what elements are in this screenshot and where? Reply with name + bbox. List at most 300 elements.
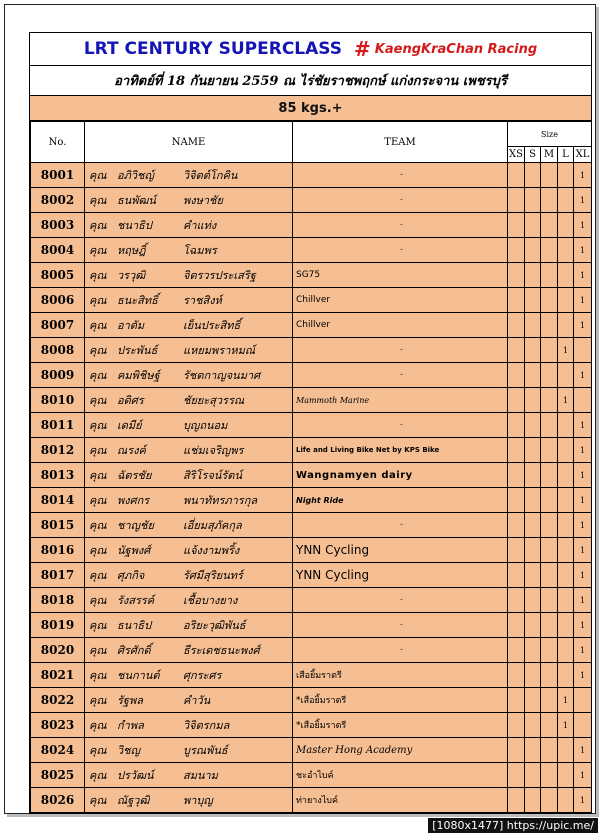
rider-number: 8003 <box>31 213 85 238</box>
rider-first-name: คมพิชิษฐ์ <box>117 369 160 382</box>
size-cell-xl: 1 <box>574 763 592 788</box>
rider-honorific: คุณ <box>89 794 107 807</box>
rider-honorific: คุณ <box>89 544 107 557</box>
rider-team: - <box>293 413 508 438</box>
rider-first-name: ชนกานต์ <box>117 669 160 682</box>
size-cell-xs <box>508 588 525 613</box>
rider-name <box>85 238 293 263</box>
rider-first-name: ฉัตรชัย <box>117 469 152 482</box>
table-row <box>31 488 592 513</box>
rider-last-name: ชัยยะสุวรรณ <box>183 394 245 407</box>
rider-team: Mammoth Marine <box>293 388 508 413</box>
size-cell-m <box>541 313 558 338</box>
rider-number: 8006 <box>31 288 85 313</box>
rider-first-name: ธนาธิป <box>117 619 152 632</box>
rider-first-name: วรวุฒิ <box>117 269 146 282</box>
size-cell-l <box>558 613 574 638</box>
rider-last-name: บุญถนอม <box>183 419 228 432</box>
table-row <box>31 663 592 688</box>
size-cell-m <box>541 163 558 188</box>
rider-name <box>85 388 293 413</box>
size-cell-m <box>541 663 558 688</box>
rider-number: 8026 <box>31 788 85 813</box>
table-row <box>31 463 592 488</box>
size-cell-xs <box>508 738 525 763</box>
rider-number: 8021 <box>31 663 85 688</box>
rider-first-name: เดมีย์ <box>117 419 142 432</box>
size-cell-xl <box>574 388 592 413</box>
rider-honorific: คุณ <box>89 644 107 657</box>
table-row <box>31 338 592 363</box>
rider-team: - <box>293 338 508 363</box>
table-row <box>31 288 592 313</box>
rider-number: 8016 <box>31 538 85 563</box>
size-cell-xs <box>508 263 525 288</box>
rider-honorific: คุณ <box>89 394 107 407</box>
size-cell-xl: 1 <box>574 563 592 588</box>
size-cell-l <box>558 763 574 788</box>
rider-team: Night Ride <box>293 488 508 513</box>
rider-number: 8024 <box>31 738 85 763</box>
rider-first-name: ปรวัฒน์ <box>117 769 154 782</box>
rider-name <box>85 263 293 288</box>
size-cell-m <box>541 388 558 413</box>
size-cell-l <box>558 163 574 188</box>
size-cell-xs <box>508 513 525 538</box>
size-cell-xs <box>508 613 525 638</box>
size-cell-m <box>541 363 558 388</box>
rider-first-name: ชาญชัย <box>117 519 154 532</box>
rider-first-name: ประพันธ์ <box>117 344 158 357</box>
rider-last-name: คำแท่ง <box>183 219 217 232</box>
rider-last-name: เย็นประสิทธิ์ <box>183 319 241 332</box>
rider-name <box>85 363 293 388</box>
size-cell-m <box>541 688 558 713</box>
rider-first-name: กำพล <box>117 719 144 732</box>
rider-honorific: คุณ <box>89 344 107 357</box>
rider-name <box>85 213 293 238</box>
rider-name <box>85 488 293 513</box>
size-cell-s <box>525 438 541 463</box>
size-s-header: S <box>525 147 541 163</box>
rider-team: - <box>293 213 508 238</box>
rider-name <box>85 788 293 813</box>
size-cell-xs <box>508 188 525 213</box>
table-row <box>31 413 592 438</box>
rider-honorific: คุณ <box>89 594 107 607</box>
size-cell-s <box>525 463 541 488</box>
rider-number: 8014 <box>31 488 85 513</box>
rider-number: 8005 <box>31 263 85 288</box>
rider-name <box>85 288 293 313</box>
size-cell-xl: 1 <box>574 538 592 563</box>
rider-honorific: คุณ <box>89 769 107 782</box>
size-cell-l <box>558 263 574 288</box>
event-title-row <box>30 33 591 66</box>
rider-team: Chillver <box>293 288 508 313</box>
rider-last-name: รัศมีสุริยนทร์ <box>183 569 243 582</box>
table-row <box>31 763 592 788</box>
rider-number: 8020 <box>31 638 85 663</box>
rider-team: Life and Living Bike Net by KPS Bike <box>293 438 508 463</box>
size-cell-xs <box>508 288 525 313</box>
size-cell-l: 1 <box>558 388 574 413</box>
rider-first-name: นัฐพงศ์ <box>117 544 151 557</box>
size-cell-xl: 1 <box>574 588 592 613</box>
size-cell-l <box>558 663 574 688</box>
size-cell-xs <box>508 363 525 388</box>
rider-honorific: คุณ <box>89 169 107 182</box>
rider-name <box>85 638 293 663</box>
rider-last-name: เชื้อบางยาง <box>183 594 238 607</box>
table-row <box>31 213 592 238</box>
rider-honorific: คุณ <box>89 219 107 232</box>
col-size-header: Size <box>508 122 592 147</box>
col-team-header: TEAM <box>293 122 508 163</box>
rider-name <box>85 463 293 488</box>
size-cell-m <box>541 513 558 538</box>
size-cell-m <box>541 563 558 588</box>
rider-last-name: สิริโรจน์รัตน์ <box>183 469 242 482</box>
size-cell-xs <box>508 563 525 588</box>
category-banner: 85 kgs.+ <box>30 96 591 121</box>
rider-name <box>85 163 293 188</box>
rider-honorific: คุณ <box>89 194 107 207</box>
table-row <box>31 313 592 338</box>
size-cell-l <box>558 313 574 338</box>
size-cell-s <box>525 513 541 538</box>
rider-team: SG75 <box>293 263 508 288</box>
size-cell-xl: 1 <box>574 213 592 238</box>
size-cell-xs <box>508 338 525 363</box>
rider-first-name: ชนาธิป <box>117 219 152 232</box>
size-cell-m <box>541 788 558 813</box>
size-cell-l <box>558 513 574 538</box>
size-cell-s <box>525 363 541 388</box>
size-xl-header: XL <box>574 147 592 163</box>
registration-sheet <box>29 32 592 814</box>
size-cell-s <box>525 313 541 338</box>
size-cell-xl: 1 <box>574 738 592 763</box>
rider-name <box>85 438 293 463</box>
size-cell-s <box>525 188 541 213</box>
rider-team: Chillver <box>293 313 508 338</box>
size-cell-xs <box>508 463 525 488</box>
size-cell-xs <box>508 238 525 263</box>
table-row <box>31 638 592 663</box>
size-cell-xl <box>574 688 592 713</box>
size-cell-l <box>558 463 574 488</box>
rider-number: 8004 <box>31 238 85 263</box>
size-cell-m <box>541 438 558 463</box>
rider-first-name: ธนพัฒน์ <box>117 194 156 207</box>
rider-last-name: โฉมพร <box>183 244 217 257</box>
size-cell-l <box>558 588 574 613</box>
rider-number: 8009 <box>31 363 85 388</box>
rider-first-name: ณรงค์ <box>117 444 146 457</box>
rider-last-name: บูรณพันธ์ <box>183 744 228 757</box>
rider-team: เสือยิ้มราตรี <box>293 663 508 688</box>
size-cell-l <box>558 413 574 438</box>
size-cell-s <box>525 388 541 413</box>
size-cell-l <box>558 188 574 213</box>
rider-team: - <box>293 238 508 263</box>
rider-team: *เสือยิ้มราตรี <box>293 713 508 738</box>
rider-number: 8017 <box>31 563 85 588</box>
size-cell-xl: 1 <box>574 463 592 488</box>
size-cell-xs <box>508 438 525 463</box>
rider-last-name: แจ้งงามพริ้ง <box>183 544 240 557</box>
document-frame <box>4 4 596 814</box>
rider-last-name: รัชตกาญจนมาศ <box>183 369 261 382</box>
rider-last-name: พงษาชัย <box>183 194 223 207</box>
size-cell-l: 1 <box>558 338 574 363</box>
rider-first-name: พงศกร <box>117 494 150 507</box>
size-cell-l <box>558 538 574 563</box>
size-cell-m <box>541 188 558 213</box>
size-cell-xl: 1 <box>574 413 592 438</box>
rider-number: 8008 <box>31 338 85 363</box>
rider-team: - <box>293 163 508 188</box>
table-row <box>31 438 592 463</box>
table-row <box>31 188 592 213</box>
size-cell-s <box>525 613 541 638</box>
rider-number: 8013 <box>31 463 85 488</box>
rider-first-name: ศุภกิจ <box>117 569 145 582</box>
size-cell-m <box>541 763 558 788</box>
rider-last-name: จิตรวรประเสริฐ <box>183 269 256 282</box>
size-cell-s <box>525 738 541 763</box>
rider-honorific: คุณ <box>89 494 107 507</box>
size-cell-xs <box>508 713 525 738</box>
table-row <box>31 363 592 388</box>
rider-name <box>85 338 293 363</box>
rider-honorific: คุณ <box>89 444 107 457</box>
table-row <box>31 613 592 638</box>
rider-team: - <box>293 613 508 638</box>
size-cell-l <box>558 488 574 513</box>
rider-last-name: ศุกระศร <box>183 669 222 682</box>
rider-name <box>85 688 293 713</box>
rider-team: ชะอำไบค์ <box>293 763 508 788</box>
rider-number: 8007 <box>31 313 85 338</box>
rider-last-name: สมนาม <box>183 769 218 782</box>
size-cell-xl: 1 <box>574 788 592 813</box>
size-cell-xs <box>508 688 525 713</box>
rider-name <box>85 613 293 638</box>
size-cell-m <box>541 613 558 638</box>
size-cell-l <box>558 238 574 263</box>
rider-last-name: วิจิตต์โกคิน <box>183 169 238 182</box>
size-cell-s <box>525 638 541 663</box>
event-date-location: อาทิตย์ที่ 18 กันยายน 2559 ณ ไร่ชัยราชพฤกษ์ แก่งกระจาน เพชรบุรี <box>30 66 591 96</box>
size-cell-s <box>525 788 541 813</box>
rider-honorific: คุณ <box>89 694 107 707</box>
hash-mark: # <box>354 37 371 61</box>
rider-name <box>85 563 293 588</box>
rider-first-name: อดิศร <box>117 394 144 407</box>
rider-number: 8023 <box>31 713 85 738</box>
size-cell-m <box>541 288 558 313</box>
size-cell-l <box>558 638 574 663</box>
size-cell-l <box>558 788 574 813</box>
rider-team: - <box>293 513 508 538</box>
size-cell-l <box>558 288 574 313</box>
size-cell-m <box>541 413 558 438</box>
size-cell-xl: 1 <box>574 513 592 538</box>
size-cell-s <box>525 338 541 363</box>
size-cell-s <box>525 238 541 263</box>
table-row <box>31 563 592 588</box>
rider-honorific: คุณ <box>89 719 107 732</box>
size-cell-s <box>525 688 541 713</box>
size-cell-s <box>525 563 541 588</box>
table-row <box>31 588 592 613</box>
size-cell-l <box>558 213 574 238</box>
rider-first-name: อาตัม <box>117 319 145 332</box>
rider-first-name: วิชญ <box>117 744 141 757</box>
rider-last-name: แหยมพราหมณ์ <box>183 344 256 357</box>
size-cell-xs <box>508 213 525 238</box>
size-xs-header: XS <box>508 147 525 163</box>
size-cell-xs <box>508 313 525 338</box>
rider-number: 8001 <box>31 163 85 188</box>
size-cell-m <box>541 538 558 563</box>
rider-name <box>85 763 293 788</box>
rider-team: - <box>293 188 508 213</box>
rider-first-name: ธนะสิทธิ์ <box>117 294 158 307</box>
rider-honorific: คุณ <box>89 319 107 332</box>
size-cell-xl <box>574 713 592 738</box>
col-name-header: NAME <box>85 122 293 163</box>
size-cell-xs <box>508 788 525 813</box>
rider-last-name: คำวัน <box>183 694 211 707</box>
size-cell-s <box>525 488 541 513</box>
size-cell-xl: 1 <box>574 313 592 338</box>
rider-honorific: คุณ <box>89 244 107 257</box>
rider-first-name: อภิวิชญ์ <box>117 169 154 182</box>
rider-name <box>85 313 293 338</box>
size-cell-m <box>541 588 558 613</box>
size-cell-l: 1 <box>558 688 574 713</box>
size-cell-s <box>525 163 541 188</box>
size-cell-xl: 1 <box>574 263 592 288</box>
size-cell-s <box>525 288 541 313</box>
size-cell-xl <box>574 338 592 363</box>
racing-title: KaengKraChan Racing <box>374 41 538 57</box>
rider-name <box>85 188 293 213</box>
size-cell-s <box>525 263 541 288</box>
rider-first-name: ณัฐวุฒิ <box>117 794 150 807</box>
table-row <box>31 538 592 563</box>
size-cell-s <box>525 763 541 788</box>
rider-team: YNN Cycling <box>293 538 508 563</box>
size-cell-m <box>541 738 558 763</box>
rider-number: 8010 <box>31 388 85 413</box>
rider-last-name: พนาทัทรภารกุล <box>183 494 258 507</box>
rider-team: - <box>293 638 508 663</box>
size-cell-s <box>525 213 541 238</box>
rider-number: 8011 <box>31 413 85 438</box>
col-no-header: No. <box>31 122 85 163</box>
size-cell-xl: 1 <box>574 488 592 513</box>
table-row <box>31 163 592 188</box>
rider-last-name: เอี่ยมสุภัคกุล <box>183 519 242 532</box>
size-cell-xs <box>508 763 525 788</box>
size-cell-m <box>541 713 558 738</box>
rider-team: YNN Cycling <box>293 563 508 588</box>
size-cell-l <box>558 363 574 388</box>
rider-last-name: ธีระเดชธนะพงศ์ <box>183 644 260 657</box>
table-row <box>31 513 592 538</box>
size-l-header: L <box>558 147 574 163</box>
rider-name <box>85 663 293 688</box>
size-cell-xl: 1 <box>574 238 592 263</box>
size-cell-m <box>541 638 558 663</box>
size-cell-xl: 1 <box>574 288 592 313</box>
rider-name <box>85 538 293 563</box>
rider-number: 8012 <box>31 438 85 463</box>
size-cell-m <box>541 338 558 363</box>
size-cell-xs <box>508 663 525 688</box>
size-cell-m <box>541 263 558 288</box>
rider-name <box>85 738 293 763</box>
event-title: LRT CENTURY SUPERCLASS <box>83 39 343 59</box>
table-row <box>31 738 592 763</box>
rider-name <box>85 588 293 613</box>
rider-name <box>85 513 293 538</box>
rider-number: 8002 <box>31 188 85 213</box>
size-cell-s <box>525 663 541 688</box>
rider-honorific: คุณ <box>89 294 107 307</box>
participants-table <box>30 121 592 813</box>
rider-honorific: คุณ <box>89 269 107 282</box>
rider-last-name: พาบุญ <box>183 794 213 807</box>
size-cell-m <box>541 238 558 263</box>
watermark: [1080x1477] https://upic.me/ <box>428 818 598 833</box>
rider-name <box>85 413 293 438</box>
table-row <box>31 788 592 813</box>
size-cell-xl: 1 <box>574 638 592 663</box>
rider-name <box>85 713 293 738</box>
size-cell-m <box>541 463 558 488</box>
table-row <box>31 713 592 738</box>
size-cell-xs <box>508 163 525 188</box>
size-cell-xs <box>508 638 525 663</box>
size-cell-s <box>525 713 541 738</box>
rider-honorific: คุณ <box>89 744 107 757</box>
rider-number: 8019 <box>31 613 85 638</box>
size-cell-l: 1 <box>558 713 574 738</box>
rider-honorific: คุณ <box>89 569 107 582</box>
table-row <box>31 388 592 413</box>
rider-first-name: รัฐพล <box>117 694 143 707</box>
size-cell-s <box>525 538 541 563</box>
table-row <box>31 263 592 288</box>
rider-first-name: ศิรศักดิ์ <box>117 644 151 657</box>
rider-honorific: คุณ <box>89 619 107 632</box>
rider-team: ท่ายางไบค์ <box>293 788 508 813</box>
rider-honorific: คุณ <box>89 519 107 532</box>
rider-first-name: หฤษฎิ์ <box>117 244 146 257</box>
rider-number: 8015 <box>31 513 85 538</box>
size-cell-xs <box>508 388 525 413</box>
size-cell-xs <box>508 538 525 563</box>
rider-team: Master Hong Academy <box>293 738 508 763</box>
rider-team: - <box>293 588 508 613</box>
size-cell-l <box>558 438 574 463</box>
size-cell-xl: 1 <box>574 363 592 388</box>
